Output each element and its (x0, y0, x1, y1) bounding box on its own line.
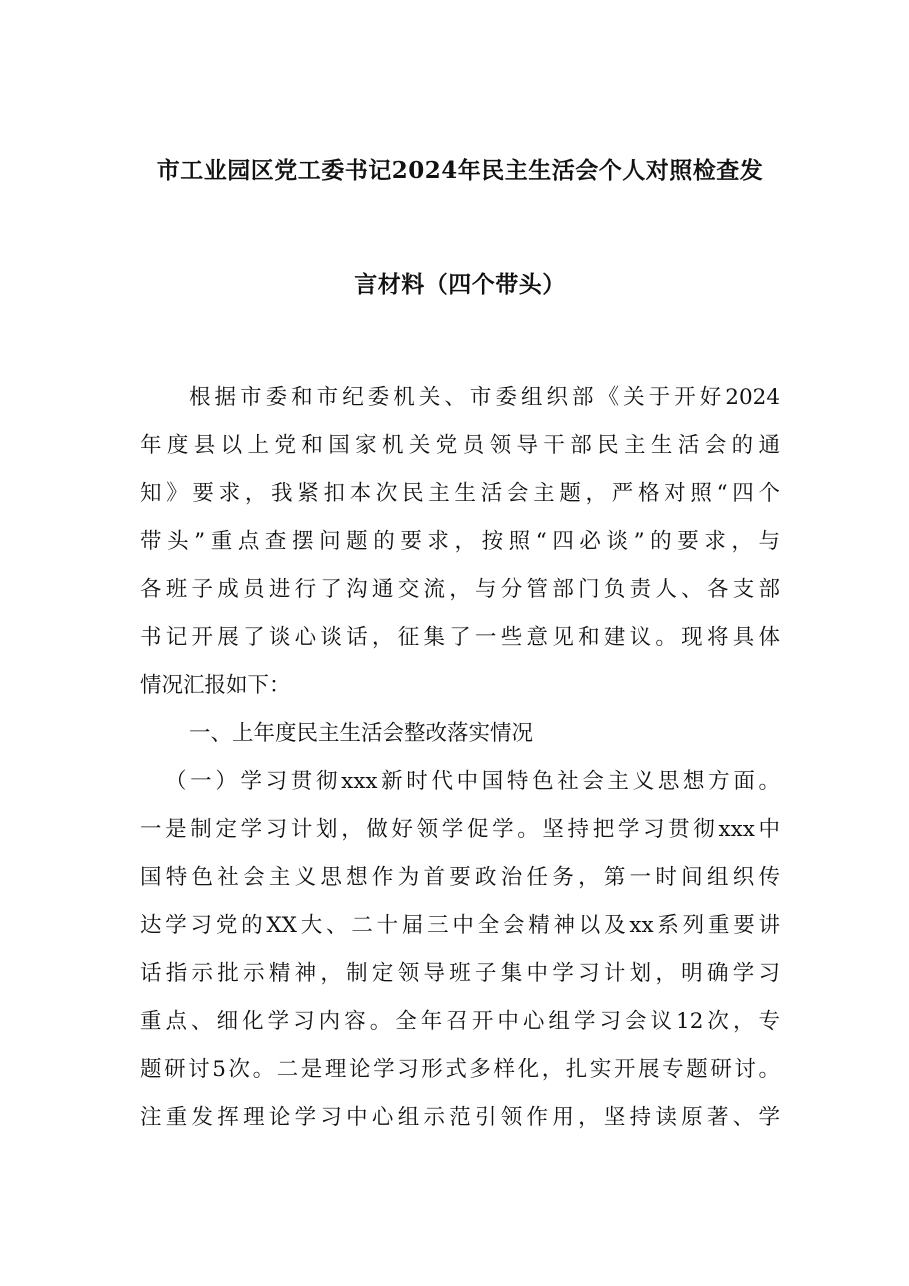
body-paragraph-line: 注重发挥理论学习中心组示范引领作用，坚持读原著、学 (140, 1105, 780, 1130)
body-paragraph-line: 达学习党的XX大、二十届三中全会精神以及xx系列重要讲 (140, 913, 780, 938)
body-paragraph-line: 根据市委和市纪委机关、市委组织部《关于开好2024 (189, 385, 780, 410)
body-paragraph-line: 题研讨5次。二是理论学习形式多样化，扎实开展专题研讨。 (140, 1057, 780, 1082)
body-paragraph-line: 话指示批示精神，制定领导班子集中学习计划，明确学习 (140, 961, 780, 986)
body-paragraph-line: 一是制定学习计划，做好领学促学。坚持把学习贯彻xxx中 (140, 817, 780, 842)
body-paragraph-line: 国特色社会主义思想作为首要政治任务，第一时间组织传 (140, 865, 780, 890)
body-paragraph-line: 知》要求，我紧扣本次民主生活会主题，严格对照“四个 (140, 481, 780, 506)
document-title-line-2: 言材料（四个带头） (354, 271, 566, 298)
body-paragraph-line: 带头”重点查摆问题的要求，按照“四必谈”的要求，与 (140, 529, 780, 554)
subsection-heading: （一）学习贯彻xxx新时代中国特色社会主义思想方面。 (165, 769, 780, 794)
body-paragraph-line: 重点、细化学习内容。全年召开中心组学习会议12次，专 (140, 1009, 780, 1034)
body-paragraph-line: 书记开展了谈心谈话，征集了一些意见和建议。现将具体 (140, 625, 780, 650)
body-paragraph-line: 年度县以上党和国家机关党员领导干部民主生活会的通 (140, 433, 780, 458)
body-paragraph-line: 情况汇报如下： (140, 673, 291, 698)
section-heading: 一、上年度民主生活会整改落实情况 (189, 721, 534, 746)
body-paragraph-line: 各班子成员进行了沟通交流，与分管部门负责人、各支部 (140, 577, 780, 602)
document-title-line-1: 市工业园区党工委书记2024年民主生活会个人对照检查发 (156, 157, 764, 184)
